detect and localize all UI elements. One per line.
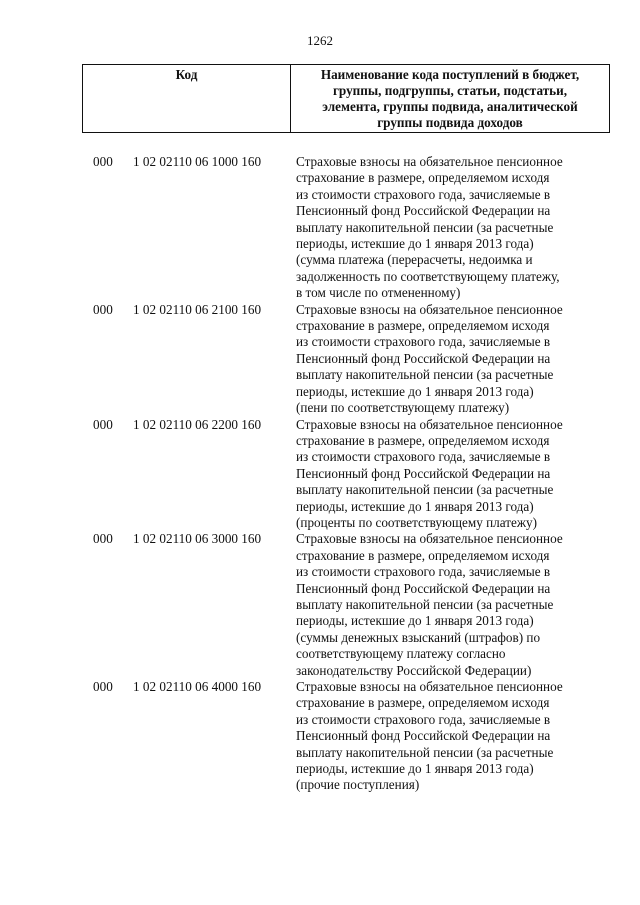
header-name-line: Наименование кода поступлений в бюджет, bbox=[320, 67, 580, 82]
admin-code: 000 bbox=[93, 301, 113, 317]
income-name-line: страхование в размере, определяемом исходя bbox=[296, 547, 550, 563]
income-name-line: периоды, истекшие до 1 января 2013 года) bbox=[296, 761, 534, 777]
income-name-line: (сумма платежа (перерасчеты, недоимка и bbox=[296, 252, 533, 268]
income-name-line: Пенсионный фонд Российской Федерации на bbox=[296, 350, 551, 366]
income-code: 1 02 02110 06 1000 160 bbox=[133, 154, 262, 169]
income-name-line: Пенсионный фонд Российской Федерации на bbox=[296, 580, 551, 596]
income-name-line: Пенсионный фонд Российской Федерации на bbox=[296, 728, 551, 744]
income-name-line: (прочие поступления) bbox=[296, 777, 420, 793]
table-row bbox=[93, 302, 605, 417]
income-name-line: из стоимости страхового года, зачисляемые в bbox=[296, 449, 551, 465]
income-code: 1 02 02110 06 2200 160 bbox=[133, 416, 262, 432]
income-name-line: страхование в размере, определяемом исходя bbox=[296, 695, 550, 711]
income-name-line: из стоимости страхового года, зачисляемые в bbox=[296, 564, 551, 580]
income-code: 1 02 02110 06 2100 160 bbox=[133, 301, 262, 317]
income-code: 1 02 02110 06 3000 160 bbox=[133, 531, 262, 547]
table-row bbox=[93, 417, 605, 532]
income-name-line: из стоимости страхового года, зачисляемые в bbox=[296, 711, 551, 727]
income-name bbox=[296, 679, 605, 794]
income-name-line: выплату накопительной пенсии (за расчетные bbox=[296, 744, 554, 760]
income-name bbox=[296, 417, 605, 532]
admin-code: 000 bbox=[93, 679, 113, 694]
income-name-line: страхование в размере, определяемом исходя bbox=[296, 170, 550, 186]
income-name-line: из стоимости страхового года, зачисляемые в bbox=[296, 186, 551, 202]
table-row bbox=[93, 154, 605, 302]
income-name-line: выплату накопительной пенсии (за расчетные bbox=[296, 596, 554, 612]
header-code-label: Код bbox=[175, 67, 198, 82]
header-name-line: элемента, группы подвида, аналитической bbox=[322, 99, 578, 114]
income-name-line: Страховые взносы на обязательное пенсионное bbox=[296, 679, 563, 694]
header-name-cell bbox=[291, 65, 610, 133]
admin-code: 000 bbox=[93, 154, 113, 169]
income-name-line: периоды, истекшие до 1 января 2013 года) bbox=[296, 383, 534, 399]
page-number: 1262 bbox=[307, 33, 333, 48]
table-row bbox=[93, 531, 605, 679]
income-name-line: (проценты по соответствующему платежу) bbox=[296, 514, 537, 530]
header-code-cell bbox=[83, 65, 291, 133]
income-name-line: Пенсионный фонд Российской Федерации на bbox=[296, 203, 551, 219]
income-name-line: соответствующему платежу согласно bbox=[296, 646, 506, 662]
income-name-line: периоды, истекшие до 1 января 2013 года) bbox=[296, 498, 534, 514]
admin-code: 000 bbox=[93, 416, 113, 432]
admin-code: 000 bbox=[93, 531, 113, 547]
income-name-line: (суммы денежных взысканий (штрафов) по bbox=[296, 629, 541, 645]
income-name-line: выплату накопительной пенсии (за расчетные bbox=[296, 482, 554, 498]
income-name-line: Страховые взносы на обязательное пенсионное bbox=[296, 301, 563, 317]
income-name-line: периоды, истекшие до 1 января 2013 года) bbox=[296, 236, 534, 252]
income-code: 1 02 02110 06 4000 160 bbox=[133, 679, 262, 694]
income-name-line: периоды, истекшие до 1 января 2013 года) bbox=[296, 613, 534, 629]
income-name-line: Пенсионный фонд Российской Федерации на bbox=[296, 465, 551, 481]
income-name-line: из стоимости страхового года, зачисляемые в bbox=[296, 334, 551, 350]
income-name-line: страхование в размере, определяемом исходя bbox=[296, 318, 550, 334]
income-name-line: Страховые взносы на обязательное пенсионное bbox=[296, 531, 563, 547]
income-name bbox=[296, 302, 605, 417]
income-codes-list bbox=[93, 154, 605, 794]
income-name-line: законодательству Российской Федерации) bbox=[296, 662, 532, 678]
income-name-line: страхование в размере, определяемом исходя bbox=[296, 432, 550, 448]
table-header bbox=[82, 64, 610, 133]
income-name bbox=[296, 154, 605, 302]
income-name bbox=[296, 531, 605, 679]
income-name-line: выплату накопительной пенсии (за расчетные bbox=[296, 367, 554, 383]
table-row bbox=[93, 679, 605, 794]
income-name-line: задолженность по соответствующему платежу, bbox=[296, 268, 560, 284]
header-name-line: группы подвида доходов bbox=[377, 115, 523, 130]
income-name-line: (пени по соответствующему платежу) bbox=[296, 400, 510, 416]
income-name-line: в том числе по отмененному) bbox=[296, 285, 461, 301]
header-name-line: группы, подгруппы, статьи, подстатьи, bbox=[332, 83, 568, 98]
income-name-line: Страховые взносы на обязательное пенсионное bbox=[296, 154, 563, 169]
income-name-line: выплату накопительной пенсии (за расчетные bbox=[296, 219, 554, 235]
income-name-line: Страховые взносы на обязательное пенсионное bbox=[296, 416, 563, 432]
